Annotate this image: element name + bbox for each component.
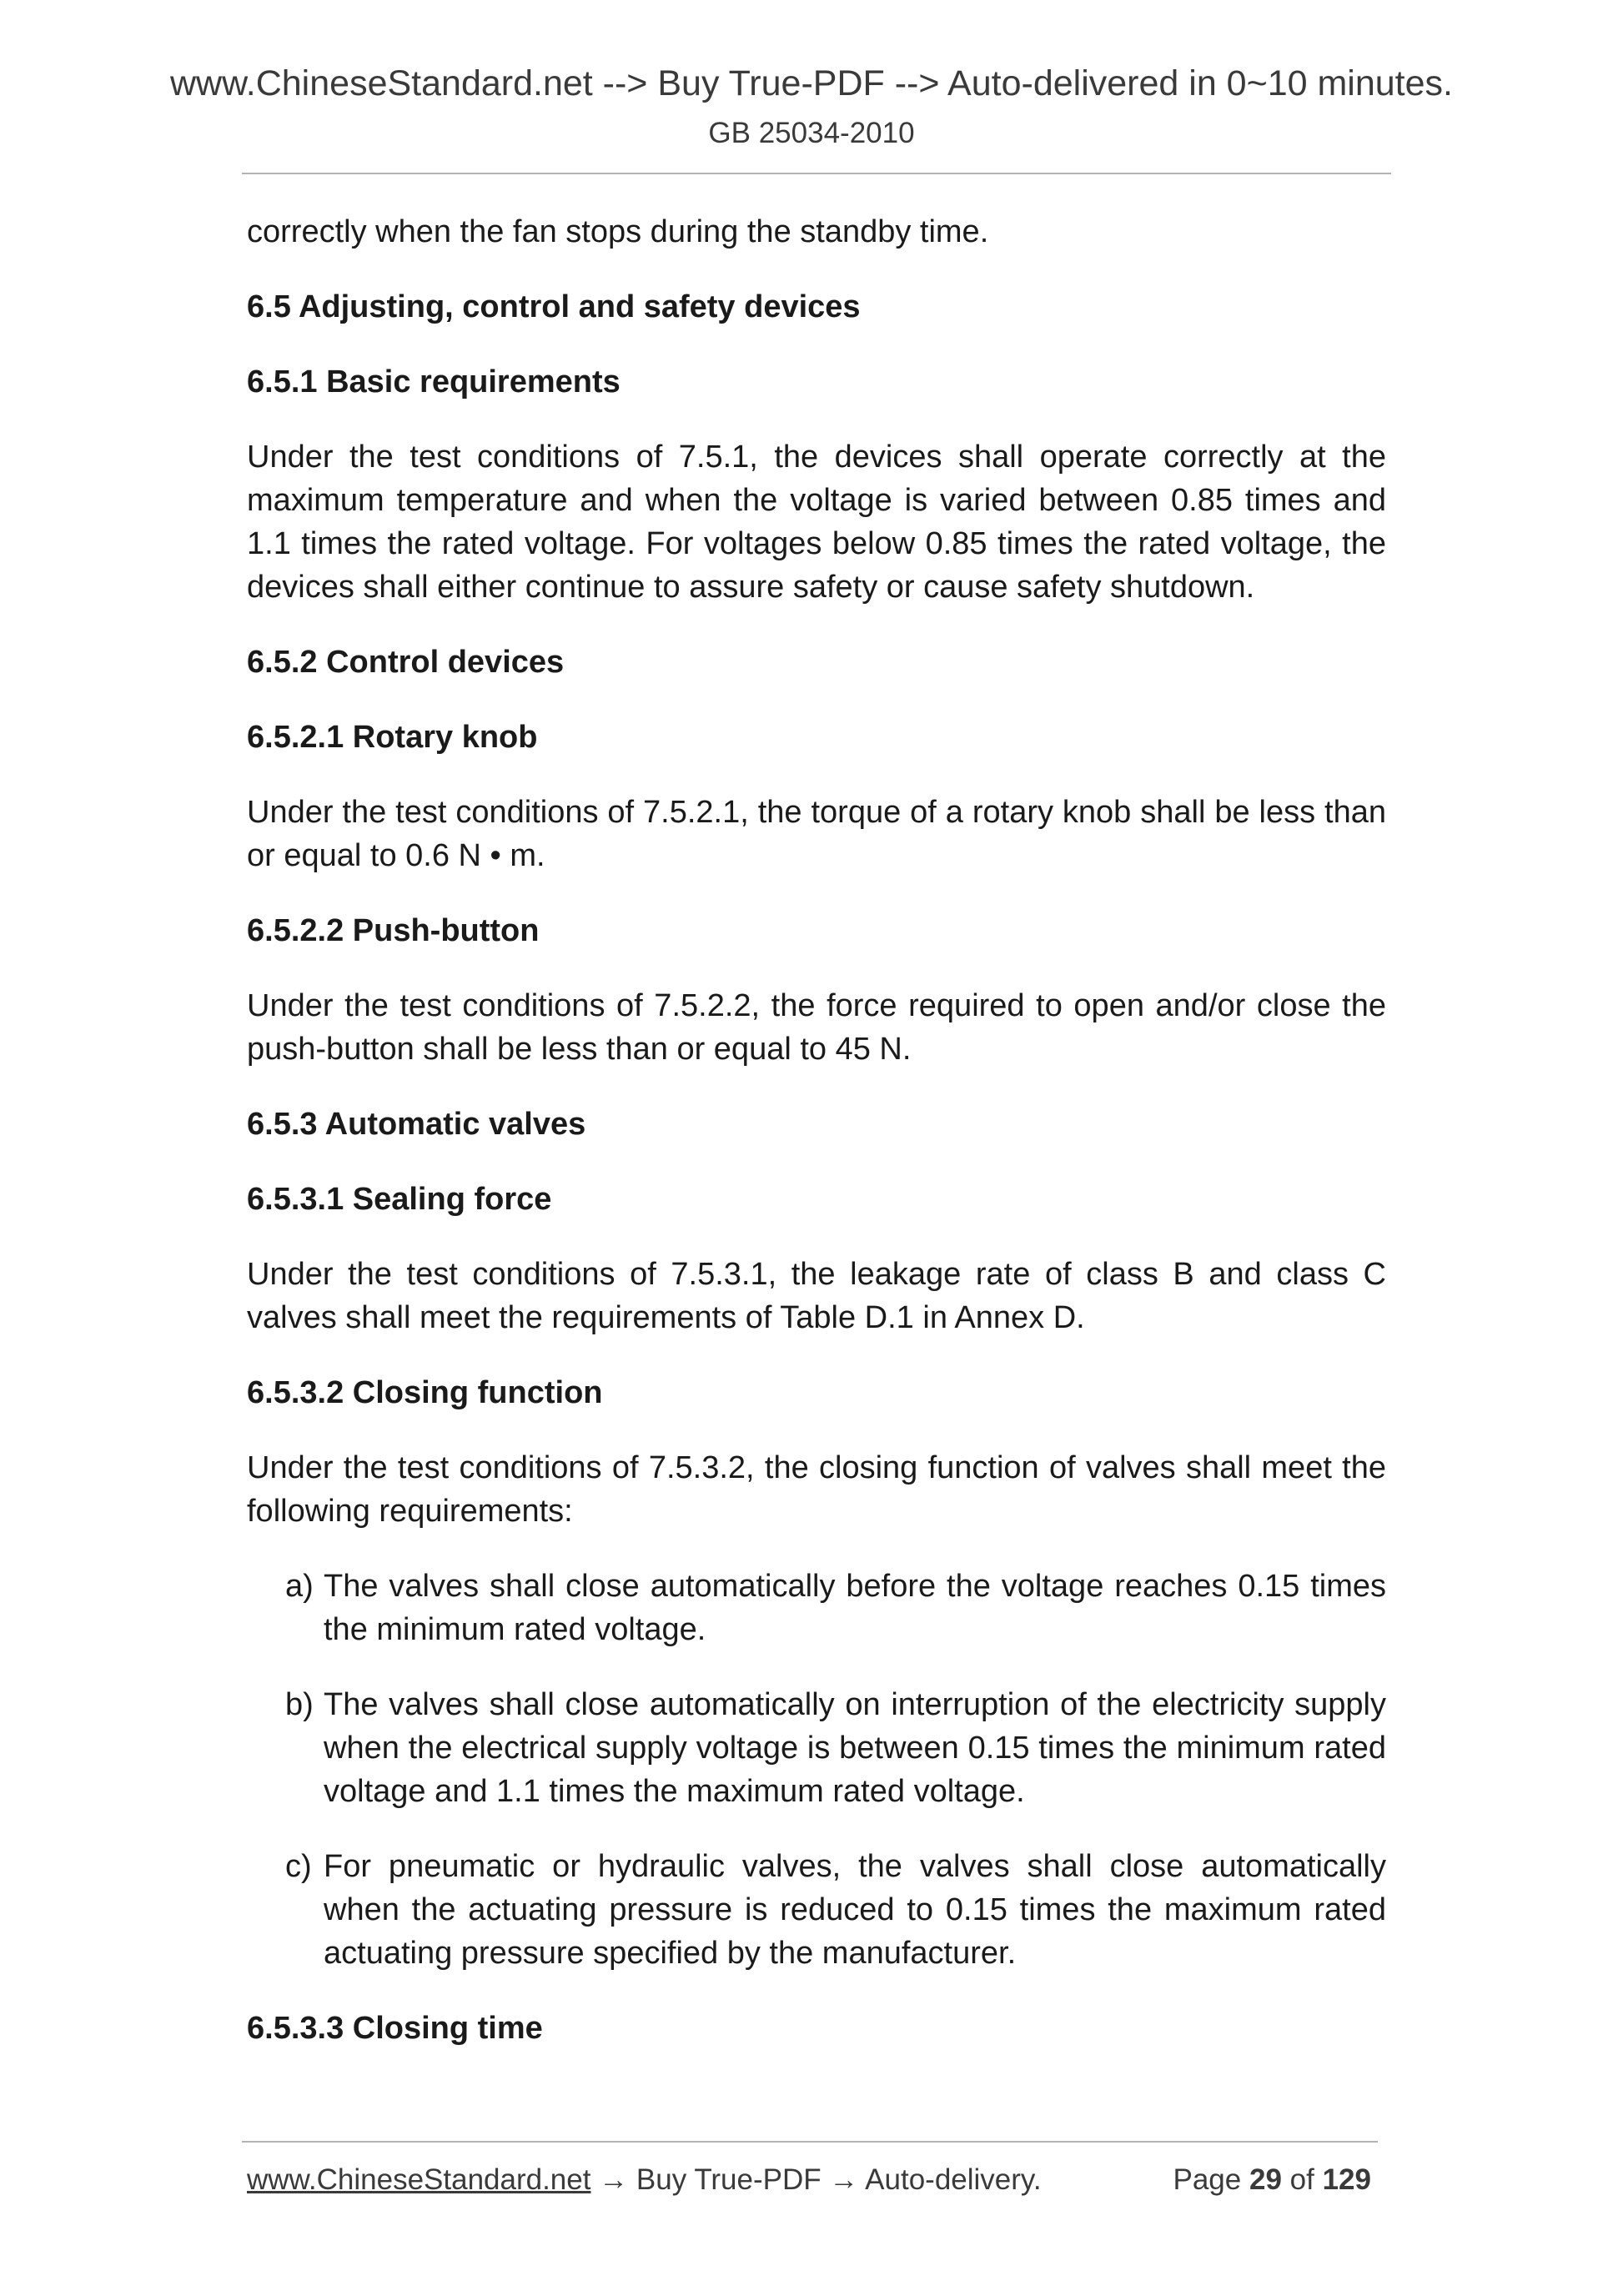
- heading-6-5-2-1: 6.5.2.1 Rotary knob: [247, 720, 538, 755]
- paragraph-6-5-3-1: Under the test conditions of 7.5.3.1, the leakage rate of class B and class C valves shall meet the requirements of Table D.1 in Annex D.: [247, 1257, 1386, 1335]
- list-item-label: a): [285, 1569, 314, 1604]
- header-banner: www.ChineseStandard.net --> Buy True-PDF --> Auto-delivered in 0~10 minutes.: [169, 63, 1453, 103]
- page-footer: [247, 2163, 1378, 2197]
- page-number: [1173, 2163, 1372, 2197]
- header-divider: [242, 173, 1391, 174]
- paragraph-6-5-2-1: Under the test conditions of 7.5.2.1, the torque of a rotary knob shall be less than or equal to 0.6 N • m.: [247, 795, 1386, 873]
- heading-6-5-2: 6.5.2 Control devices: [247, 645, 565, 680]
- heading-6-5-3-2: 6.5.3.2 Closing function: [247, 1375, 603, 1410]
- heading-6-5-3-3: 6.5.3.3 Closing time: [247, 2011, 543, 2046]
- list-item-label: c): [285, 1849, 312, 1884]
- heading-6-5-3-1: 6.5.3.1 Sealing force: [247, 1182, 552, 1217]
- footer-divider: [242, 2141, 1378, 2143]
- list-item: [285, 1565, 1386, 1651]
- paragraph-6-5-2-2: Under the test conditions of 7.5.2.2, the force required to open and/or close the push-button shall be less than or equal to 45 N.: [247, 988, 1386, 1067]
- list-item-label: b): [285, 1687, 314, 1722]
- heading-6-5-2-2: 6.5.2.2 Push-button: [247, 913, 540, 948]
- footer-website-link[interactable]: www.ChineseStandard.net: [247, 2163, 591, 2196]
- document-code: GB 25034-2010: [708, 117, 915, 149]
- paragraph-6-5-1: Under the test conditions of 7.5.1, the devices shall operate correctly at the maximum temperature and when the voltage is varied between 0.85 times and 1.1 times the rated voltage. For voltages below 0.85 times the rated voltage, the devices shall either continue to assure safety or cause safety shutdown.: [247, 440, 1386, 605]
- page-label: Page: [1173, 2163, 1242, 2196]
- heading-6-5-1: 6.5.1 Basic requirements: [247, 364, 621, 399]
- page-content: [247, 210, 1386, 2082]
- list-item-text: The valves shall close automatically before the voltage reaches 0.15 times the minimum rated voltage.: [324, 1569, 1386, 1647]
- list-item-text: For pneumatic or hydraulic valves, the valves shall close automatically when the actuating pressure is reduced to 0.15 times the maximum rated actuating pressure specified by the manufacturer.: [324, 1849, 1386, 1971]
- of-label: of: [1289, 2163, 1314, 2196]
- continuation-paragraph: correctly when the fan stops during the standby time.: [247, 214, 989, 249]
- paragraph-6-5-3-2: Under the test conditions of 7.5.3.2, the closing function of valves shall meet the following requirements:: [247, 1450, 1386, 1529]
- current-page-number: 29: [1249, 2163, 1282, 2196]
- list-item: [285, 1683, 1386, 1813]
- heading-6-5-3: 6.5.3 Automatic valves: [247, 1107, 586, 1142]
- list-item: [285, 1845, 1386, 1975]
- footer-tagline: → Buy True-PDF → Auto-delivery.: [590, 2163, 1042, 2196]
- heading-6-5: 6.5 Adjusting, control and safety devices: [247, 289, 861, 324]
- total-page-count: 129: [1322, 2163, 1371, 2196]
- list-item-text: The valves shall close automatically on interruption of the electricity supply when the electrical supply voltage is between 0.15 times the minimum rated voltage and 1.1 times the maximum rated voltage.: [324, 1687, 1386, 1809]
